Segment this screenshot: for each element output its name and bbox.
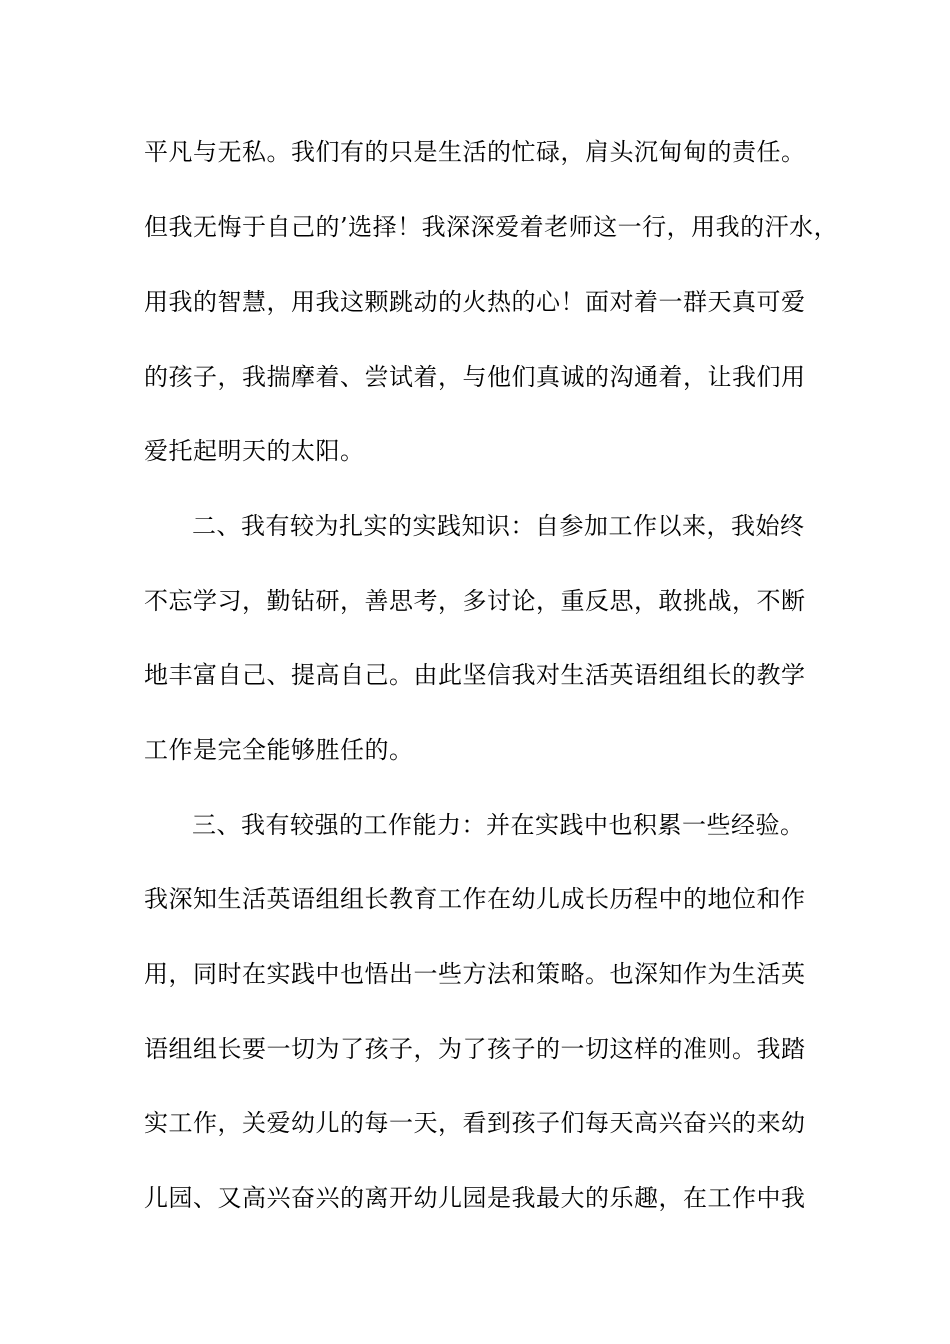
text-line: 用我的智慧，用我这颗跳动的火热的心！面对着一群天真可爱: [144, 288, 806, 316]
text-line: 但我无悔于自己的’选择！我深深爱着老师这一行，用我的汗水，: [144, 213, 839, 241]
text-line: 平凡与无私。我们有的只是生活的忙碌，肩头沉甸甸的责任。: [144, 138, 806, 166]
paragraph-start-line: 二、我有较为扎实的实践知识：自参加工作以来，我始终: [192, 512, 805, 540]
text-line: 爱托起明天的太阳。: [144, 437, 365, 465]
text-line: 用，同时在实践中也悟出一些方法和策略。也深知作为生活英: [144, 960, 806, 988]
text-line: 工作是完全能够胜任的。: [144, 736, 414, 764]
text-line: 的孩子，我揣摩着、尝试着，与他们真诚的沟通着，让我们用: [144, 363, 806, 391]
text-line: 语组组长要一切为了孩子，为了孩子的一切这样的准则。我踏: [144, 1035, 806, 1063]
text-line: 儿园、又高兴奋兴的离开幼儿园是我最大的乐趣，在工作中我: [144, 1184, 806, 1212]
text-line: 实工作，关爱幼儿的每一天，看到孩子们每天高兴奋兴的来幼: [144, 1109, 806, 1137]
text-line: 地丰富自己、提高自己。由此坚信我对生活英语组组长的教学: [144, 661, 806, 689]
paragraph-start-line: 三、我有较强的工作能力：并在实践中也积累一些经验。: [192, 811, 805, 839]
text-line: 我深知生活英语组组长教育工作在幼儿成长历程中的地位和作: [144, 885, 806, 913]
text-line: 不忘学习，勤钻研，善思考，多讨论，重反思，敢挑战，不断: [144, 587, 806, 615]
